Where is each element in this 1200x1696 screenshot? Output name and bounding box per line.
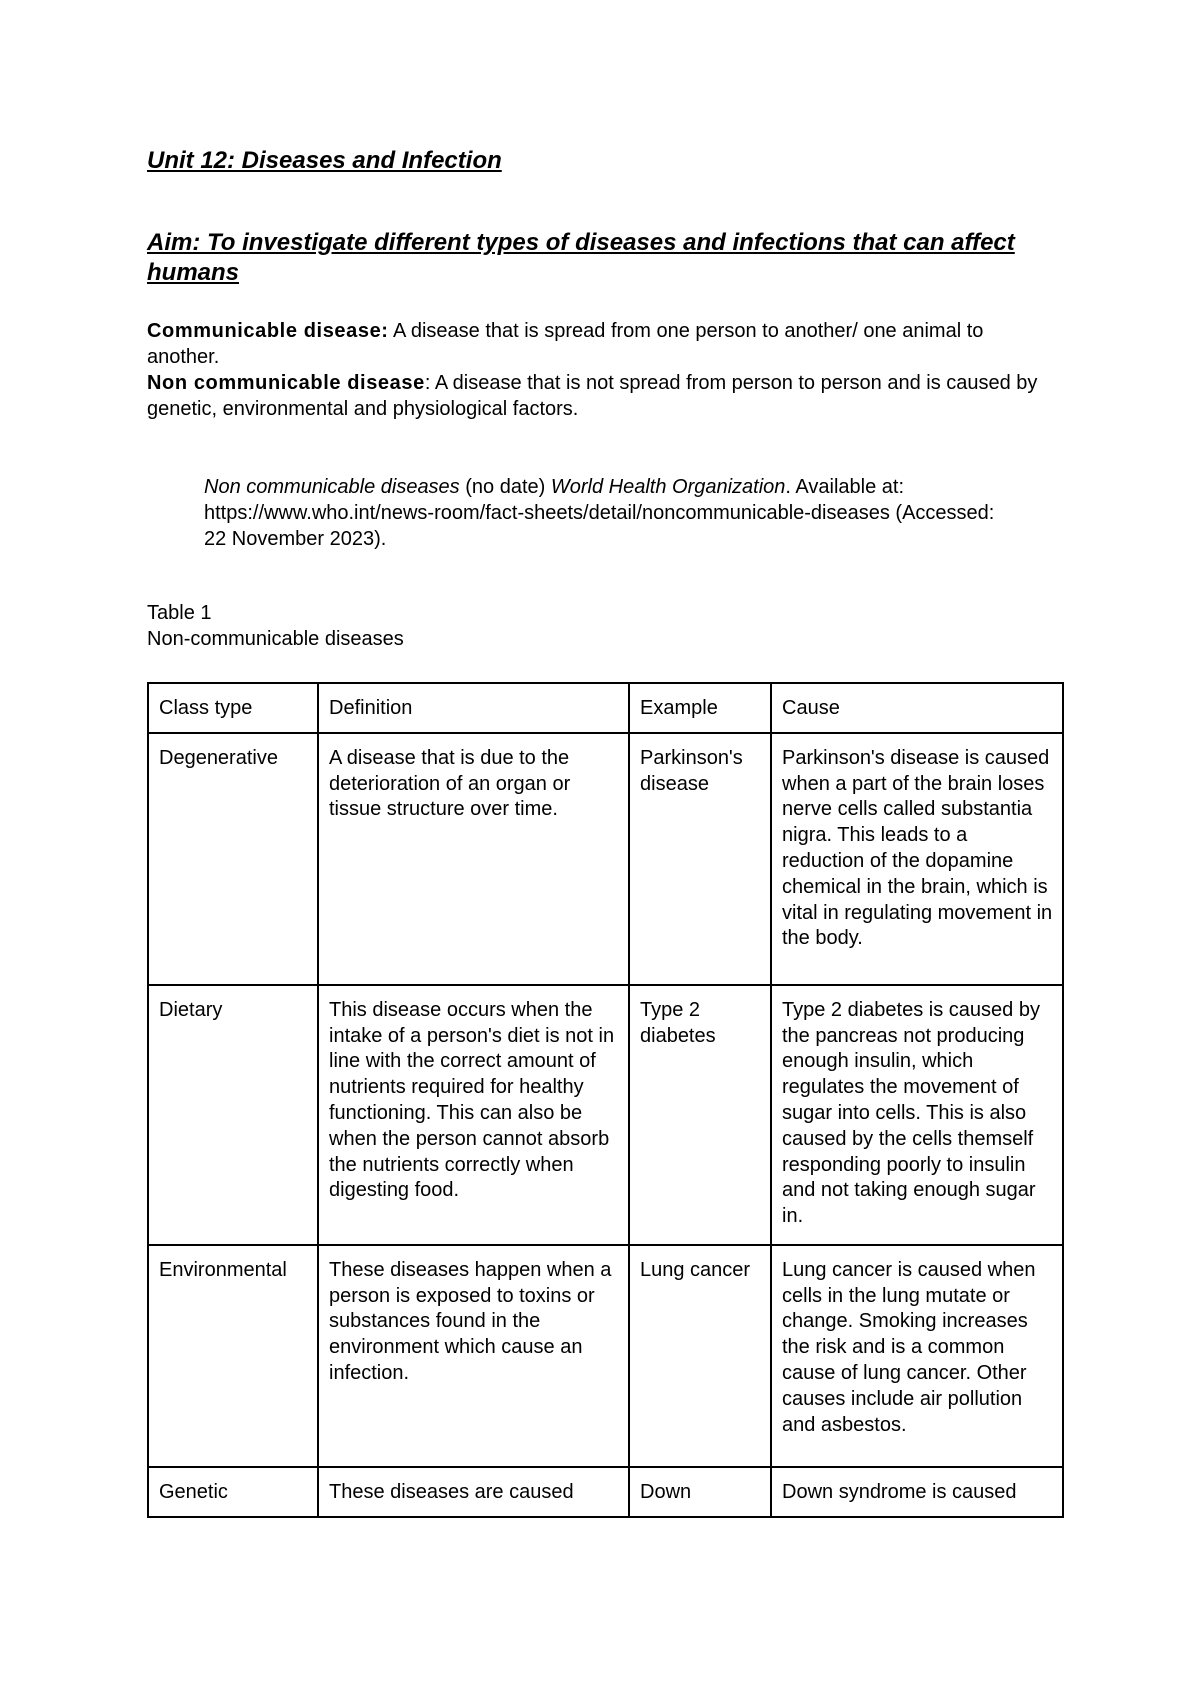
aim-heading: Aim: To investigate different types of diseases and infections that can affect humans [147,229,1015,286]
cell-cause: Down syndrome is caused [771,1467,1063,1517]
definition-text: A disease that is spread from one person to another/ one animal to another. [147,320,984,368]
cell-example: Type 2 diabetes [629,985,771,1245]
table-label: Table 1 [147,602,212,624]
cell-example: Parkinson's disease [629,733,771,985]
definition-term: Communicable disease: [147,320,389,342]
header-example: Example [629,683,771,733]
header-cause: Cause [771,683,1063,733]
definition-communicable [147,318,1052,370]
cell-example: Down [629,1467,771,1517]
cell-cause: Parkinson's disease is caused when a part of the brain loses nerve cells called substantia nigra. This leads to a reduction of the dopamine chemical in the brain, which is vital in regulating movement in the body. [771,733,1063,985]
cell-definition: These diseases are caused [318,1467,629,1517]
reference-publisher: World Health Organization [550,476,786,498]
cell-class-type: Environmental [148,1245,318,1467]
definition-term: Non communicable disease [147,372,425,394]
definitions [147,318,1052,422]
cell-class-type: Genetic [148,1467,318,1517]
cell-definition: These diseases happen when a person is exposed to toxins or substances found in the environment which cause an infection. [318,1245,629,1467]
unit-title: Unit 12: Diseases and Infection [147,147,502,174]
reference-rest: . Available at: https://www.who.int/news-room/fact-sheets/detail/noncommunicable-diseases (Accessed: 22 November 2023). [204,476,995,550]
reference-date: (no date) [459,476,551,498]
table-row [148,985,1063,1245]
table-row [148,733,1063,985]
definition-text: : A disease that is not spread from person to person and is caused by genetic, environmental and physiological factors. [147,372,1038,420]
definition-non-communicable [147,370,1052,422]
reference-citation [204,474,1004,552]
cell-cause: Lung cancer is caused when cells in the lung mutate or change. Smoking increases the risk and is a common cause of lung cancer. Other causes include air pollution and asbestos. [771,1245,1063,1467]
cell-example: Lung cancer [629,1245,771,1467]
diseases-table [147,682,1064,1518]
cell-class-type: Dietary [148,985,318,1245]
table-row [148,1245,1063,1467]
table-caption [147,600,404,652]
header-definition: Definition [318,683,629,733]
cell-definition: This disease occurs when the intake of a person's diet is not in line with the correct amount of nutrients required for healthy functioning. This can also be when the person cannot absorb the nutrients correctly when digesting food. [318,985,629,1245]
cell-definition: A disease that is due to the deterioration of an organ or tissue structure over time. [318,733,629,985]
table-title: Non-communicable diseases [147,628,404,650]
table-header-row [148,683,1063,733]
table-row [148,1467,1063,1517]
cell-class-type: Degenerative [148,733,318,985]
reference-title: Non communicable diseases [204,476,460,498]
cell-cause: Type 2 diabetes is caused by the pancreas not producing enough insulin, which regulates the movement of sugar into cells. This is also caused by the cells themself responding poorly to insulin and not taking enough sugar in. [771,985,1063,1245]
header-class-type: Class type [148,683,318,733]
